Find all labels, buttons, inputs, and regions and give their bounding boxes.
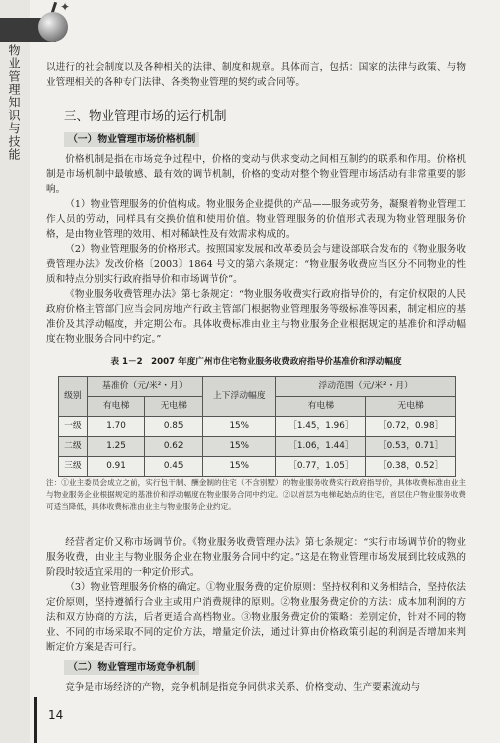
paragraph: （3）物业管理服务价格的确定。①物业服务费的定价原则：坚持权利和义务相结合，坚持依法定价原则，坚持遵循行合业主或用户消费规律的原则。②物业服务费定价的方法：成本加利润的方法和双方协商的方法，后者更适合高档物业。③物业服务费定价的策略：差别定价，针对不同的物业、不同的市场采取不同的定价方法，增量定价法，通过计算由价格政策引起的利润是否增加来判断定价方案是否可行。 (46, 582, 466, 653)
cell-base-without: 0.62 (145, 437, 203, 457)
page-number: 14 (48, 708, 64, 722)
paragraph: 以进行的社会制度以及各种相关的法律、制度和规章。具体而言，包括：国家的法律与政策、与物业管理相关的各种专门法律、各类物业管理的契约或合同等。 (46, 62, 466, 88)
sub-with-elevator: 有电梯 (276, 397, 366, 417)
cell-float: 15% (203, 457, 276, 477)
cell-range-with: ［1.45，1.96］ (276, 417, 366, 437)
table-note: 注：①业主委员会成立之前，实行包干制、酬金制的住宅（不含别墅）的物业服务收费实行政府指导价，具体收费标准由业主与物业服务企业根据规定的基准价和浮动幅度在物业服务合同中约定。②以首层为电梯起始点的住宅，首层住户物业服务收费可适当降低，具体收费标准由业主与物业服务企业约定。 (46, 478, 466, 511)
page-marker (14, 697, 44, 743)
table-row (59, 437, 456, 457)
chapter-logo (0, 0, 80, 50)
table-row (59, 457, 456, 477)
sub-with-elevator: 有电梯 (87, 397, 145, 417)
paragraph: 《物业服务收费管理办法》第七条规定：“物业服务收费实行政府指导价的，有定价权限的人民政府价格主管部门应当会同房地产行政主管部门根据物业管理服务等级标准等因素，制定相应的基准价及其浮动幅度，并定期公布。具体收费标准由业主与物业服务企业根据规定的基准价和浮动幅度在物业服务合同中约定。” (46, 289, 466, 345)
section-heading: 三、物业管理市场的运行机制 (64, 108, 227, 123)
sub-without-elevator: 无电梯 (145, 397, 203, 417)
page-body (46, 60, 466, 695)
col-range: 浮动范围（元/米²・月） (276, 377, 456, 397)
col-base: 基准价（元/米²・月） (87, 377, 202, 397)
cell-base-without: 0.45 (145, 457, 203, 477)
cell-base-with: 1.70 (87, 417, 145, 437)
cell-float: 15% (203, 437, 276, 457)
cell-level: 二级 (59, 437, 88, 457)
cell-range-without: ［0.38，0.52］ (366, 457, 456, 477)
cell-base-without: 0.85 (145, 417, 203, 437)
sub-without-elevator: 无电梯 (366, 397, 456, 417)
col-float: 上下浮动幅度 (203, 377, 276, 417)
paragraph: （2）物业管理服务的价格形式。按照国家发展和改革委员会与建设部联合发布的《物业服务收费管理办法》发改价格〔2003〕1864 号文的第六条规定：“物业服务收费应当区分不同物业的性质和特点分别实行政府指导价和市场调节价”。 (46, 244, 466, 285)
paragraph: （1）物业管理服务的价值构成。物业服务企业提供的产品——服务或劳务，凝聚着物业管理工作人员的劳动，同样具有交换价值和使用价值。物业管理服务的价值形式表现为物业管理服务价格，是由物业管理的效用、相对稀缺性及有效需求构成的。 (46, 199, 466, 240)
cell-level: 三级 (59, 457, 88, 477)
star-icon: ✦ (60, 0, 71, 14)
cell-base-with: 0.91 (87, 457, 145, 477)
paragraph: 竞争是市场经济的产物，竞争机制是指竞争同供求关系、价格变动、生产要素流动与 (65, 682, 421, 693)
subsection-heading: （二）物业管理市场竞争机制 (64, 660, 199, 675)
cell-float: 15% (203, 417, 276, 437)
paragraph: 价格机制是指在市场竞争过程中，价格的变动与供求变动之间相互制约的联系和作用。价格机制是市场机制中最敏感、最有效的调节机制，价格的变动对整个物业管理市场活动有非常重要的影响。 (46, 154, 466, 195)
cell-level: 一级 (59, 417, 88, 437)
apple-icon (38, 12, 68, 42)
price-table (58, 376, 456, 477)
cell-base-with: 1.25 (87, 437, 145, 457)
table-caption: 表 1－2 2007 年度广州市住宅物业服务收费政府指导价基准价和浮动幅度 (110, 357, 402, 367)
cell-range-with: ［0.77，1.05］ (276, 457, 366, 477)
cell-range-without: ［0.53，0.71］ (366, 437, 456, 457)
col-level: 级别 (59, 377, 88, 417)
table-row (59, 417, 456, 437)
paragraph: 经营者定价又称市场调节价。《物业服务收费管理办法》第七条规定：“实行市场调节价的物业服务收费，由业主与物业服务企业在物业服务合同中约定。”这是在物业管理市场发展到比较成熟的阶段时较适宜采用的一种定价形式。 (46, 537, 466, 578)
subsection-heading: （一）物业管理市场价格机制 (64, 132, 199, 147)
cell-range-with: ［1.06，1.44］ (276, 437, 366, 457)
book-title: 物业管理知识与技能 (7, 44, 21, 161)
cell-range-without: ［0.72，0.98］ (366, 417, 456, 437)
